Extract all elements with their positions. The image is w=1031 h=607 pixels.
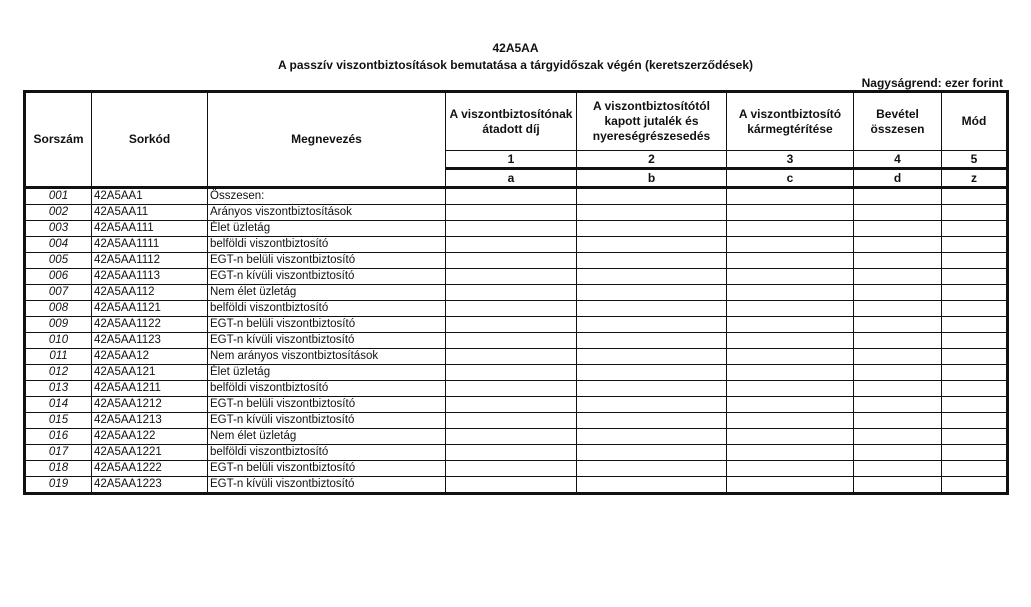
value-cell-z[interactable] — [942, 221, 1008, 237]
row-code: 42A5AA1223 — [92, 477, 208, 494]
row-name: belföldi viszontbiztosító — [208, 301, 446, 317]
row-number: 001 — [25, 188, 92, 205]
table-body — [25, 188, 1008, 494]
value-cell-c[interactable] — [727, 349, 854, 365]
table-row — [25, 301, 1008, 317]
value-cell-z[interactable] — [942, 365, 1008, 381]
row-name: Élet üzletág — [208, 221, 446, 237]
row-code: 42A5AA112 — [92, 285, 208, 301]
header-sorszam: Sorszám — [25, 92, 92, 188]
row-number: 009 — [25, 317, 92, 333]
value-cell-b[interactable] — [577, 413, 727, 429]
table-row — [25, 381, 1008, 397]
header-col3: A viszontbiztosító kármegtérítése — [727, 92, 854, 151]
value-cell-d[interactable] — [854, 285, 942, 301]
value-cell-z[interactable] — [942, 317, 1008, 333]
table-row — [25, 317, 1008, 333]
value-cell-d[interactable] — [854, 269, 942, 285]
value-cell-c[interactable] — [727, 413, 854, 429]
value-cell-a[interactable] — [446, 188, 577, 205]
table-row — [25, 461, 1008, 477]
value-cell-b[interactable] — [577, 237, 727, 253]
table-row — [25, 333, 1008, 349]
value-cell-a[interactable] — [446, 397, 577, 413]
value-cell-c[interactable] — [727, 301, 854, 317]
row-number: 004 — [25, 237, 92, 253]
value-cell-c[interactable] — [727, 381, 854, 397]
value-cell-a[interactable] — [446, 237, 577, 253]
table-row — [25, 221, 1008, 237]
value-cell-b[interactable] — [577, 253, 727, 269]
row-number: 012 — [25, 365, 92, 381]
table-row — [25, 429, 1008, 445]
value-cell-z[interactable] — [942, 188, 1008, 205]
value-cell-z[interactable] — [942, 477, 1008, 494]
value-cell-a[interactable] — [446, 317, 577, 333]
value-cell-a[interactable] — [446, 301, 577, 317]
row-code: 42A5AA122 — [92, 429, 208, 445]
value-cell-c[interactable] — [727, 188, 854, 205]
value-cell-c[interactable] — [727, 477, 854, 494]
value-cell-d[interactable] — [854, 365, 942, 381]
row-name: Összesen: — [208, 188, 446, 205]
row-name: EGT-n kívüli viszontbiztosító — [208, 477, 446, 494]
row-number: 015 — [25, 413, 92, 429]
column-number: 2 — [577, 151, 727, 169]
document-title: A passzív viszontbiztosítások bemutatása a tárgyidőszak végén (keretszerződések) — [277, 58, 754, 72]
value-cell-d[interactable] — [854, 477, 942, 494]
value-cell-z[interactable] — [942, 253, 1008, 269]
row-name: EGT-n kívüli viszontbiztosító — [208, 413, 446, 429]
table-row — [25, 365, 1008, 381]
value-cell-z[interactable] — [942, 381, 1008, 397]
row-code: 42A5AA1212 — [92, 397, 208, 413]
value-cell-z[interactable] — [942, 301, 1008, 317]
row-code: 42A5AA11 — [92, 205, 208, 221]
value-cell-z[interactable] — [942, 429, 1008, 445]
row-number: 003 — [25, 221, 92, 237]
value-cell-d[interactable] — [854, 317, 942, 333]
value-cell-d[interactable] — [854, 461, 942, 477]
table-row — [25, 253, 1008, 269]
value-cell-a[interactable] — [446, 477, 577, 494]
row-name: EGT-n belüli viszontbiztosító — [208, 317, 446, 333]
value-cell-b[interactable] — [577, 269, 727, 285]
row-code: 42A5AA1221 — [92, 445, 208, 461]
value-cell-b[interactable] — [577, 301, 727, 317]
value-cell-d[interactable] — [854, 381, 942, 397]
value-cell-c[interactable] — [727, 317, 854, 333]
value-cell-d[interactable] — [854, 413, 942, 429]
row-number: 002 — [25, 205, 92, 221]
row-number: 018 — [25, 461, 92, 477]
value-cell-z[interactable] — [942, 397, 1008, 413]
row-code: 42A5AA1121 — [92, 301, 208, 317]
row-code: 42A5AA1112 — [92, 253, 208, 269]
value-cell-b[interactable] — [577, 429, 727, 445]
row-number: 017 — [25, 445, 92, 461]
table-row — [25, 349, 1008, 365]
value-cell-z[interactable] — [942, 461, 1008, 477]
value-cell-a[interactable] — [446, 413, 577, 429]
value-cell-c[interactable] — [727, 253, 854, 269]
column-letter: b — [577, 169, 727, 188]
row-number: 005 — [25, 253, 92, 269]
value-cell-a[interactable] — [446, 349, 577, 365]
row-name: belföldi viszontbiztosító — [208, 237, 446, 253]
row-number: 011 — [25, 349, 92, 365]
value-cell-a[interactable] — [446, 381, 577, 397]
value-cell-a[interactable] — [446, 205, 577, 221]
value-cell-b[interactable] — [577, 333, 727, 349]
column-letter: z — [942, 169, 1008, 188]
value-cell-a[interactable] — [446, 461, 577, 477]
value-cell-d[interactable] — [854, 333, 942, 349]
value-cell-z[interactable] — [942, 349, 1008, 365]
row-name: EGT-n kívüli viszontbiztosító — [208, 333, 446, 349]
column-number: 4 — [854, 151, 942, 169]
row-name: Nem élet üzletág — [208, 429, 446, 445]
unit-label: Nagyságrend: ezer forint — [861, 76, 1003, 90]
value-cell-c[interactable] — [727, 333, 854, 349]
row-code: 42A5AA1 — [92, 188, 208, 205]
value-cell-d[interactable] — [854, 253, 942, 269]
value-cell-a[interactable] — [446, 333, 577, 349]
value-cell-c[interactable] — [727, 205, 854, 221]
header-col5: Mód — [942, 92, 1008, 151]
value-cell-a[interactable] — [446, 269, 577, 285]
header-col2: A viszontbiztosítótól kapott jutalék és nyereségrészesedés — [577, 92, 727, 151]
row-code: 42A5AA121 — [92, 365, 208, 381]
row-name: belföldi viszontbiztosító — [208, 381, 446, 397]
value-cell-c[interactable] — [727, 429, 854, 445]
table-row — [25, 397, 1008, 413]
value-cell-c[interactable] — [727, 445, 854, 461]
value-cell-b[interactable] — [577, 397, 727, 413]
value-cell-b[interactable] — [577, 461, 727, 477]
value-cell-z[interactable] — [942, 413, 1008, 429]
table-row — [25, 413, 1008, 429]
value-cell-c[interactable] — [727, 285, 854, 301]
value-cell-d[interactable] — [854, 349, 942, 365]
document-code: 42A5AA — [492, 41, 539, 55]
row-name: belföldi viszontbiztosító — [208, 445, 446, 461]
value-cell-b[interactable] — [577, 381, 727, 397]
header-col1: A viszontbiztosítónak átadott díj — [446, 92, 577, 151]
value-cell-b[interactable] — [577, 349, 727, 365]
value-cell-b[interactable] — [577, 285, 727, 301]
value-cell-c[interactable] — [727, 269, 854, 285]
row-number: 019 — [25, 477, 92, 494]
value-cell-d[interactable] — [854, 445, 942, 461]
value-cell-z[interactable] — [942, 285, 1008, 301]
table-row — [25, 269, 1008, 285]
row-code: 42A5AA1211 — [92, 381, 208, 397]
value-cell-z[interactable] — [942, 269, 1008, 285]
value-cell-z[interactable] — [942, 445, 1008, 461]
value-cell-z[interactable] — [942, 205, 1008, 221]
column-number: 1 — [446, 151, 577, 169]
row-name: Élet üzletág — [208, 365, 446, 381]
value-cell-c[interactable] — [727, 237, 854, 253]
row-code: 42A5AA1213 — [92, 413, 208, 429]
value-cell-b[interactable] — [577, 477, 727, 494]
report-table — [23, 90, 1009, 495]
row-name: Nem élet üzletág — [208, 285, 446, 301]
header-megnevezes: Megnevezés — [208, 92, 446, 188]
value-cell-z[interactable] — [942, 237, 1008, 253]
value-cell-d[interactable] — [854, 188, 942, 205]
row-number: 014 — [25, 397, 92, 413]
row-code: 42A5AA12 — [92, 349, 208, 365]
row-code: 42A5AA1123 — [92, 333, 208, 349]
row-name: EGT-n belüli viszontbiztosító — [208, 461, 446, 477]
value-cell-b[interactable] — [577, 221, 727, 237]
row-code: 42A5AA1222 — [92, 461, 208, 477]
value-cell-a[interactable] — [446, 365, 577, 381]
table-row — [25, 205, 1008, 221]
value-cell-c[interactable] — [727, 461, 854, 477]
value-cell-b[interactable] — [577, 445, 727, 461]
row-number: 007 — [25, 285, 92, 301]
value-cell-d[interactable] — [854, 237, 942, 253]
row-number: 006 — [25, 269, 92, 285]
value-cell-a[interactable] — [446, 429, 577, 445]
value-cell-d[interactable] — [854, 301, 942, 317]
row-number: 013 — [25, 381, 92, 397]
value-cell-a[interactable] — [446, 253, 577, 269]
value-cell-a[interactable] — [446, 221, 577, 237]
value-cell-c[interactable] — [727, 397, 854, 413]
value-cell-d[interactable] — [854, 429, 942, 445]
value-cell-d[interactable] — [854, 221, 942, 237]
table-row — [25, 445, 1008, 461]
row-name: EGT-n belüli viszontbiztosító — [208, 253, 446, 269]
value-cell-b[interactable] — [577, 365, 727, 381]
header-col4: Bevétel összesen — [854, 92, 942, 151]
column-letter: d — [854, 169, 942, 188]
value-cell-a[interactable] — [446, 285, 577, 301]
row-number: 016 — [25, 429, 92, 445]
row-name: Arányos viszontbiztosítások — [208, 205, 446, 221]
value-cell-d[interactable] — [854, 205, 942, 221]
column-number: 5 — [942, 151, 1008, 169]
value-cell-b[interactable] — [577, 317, 727, 333]
table-row — [25, 237, 1008, 253]
row-code: 42A5AA1113 — [92, 269, 208, 285]
row-number: 008 — [25, 301, 92, 317]
column-number: 3 — [727, 151, 854, 169]
header-sorkod: Sorkód — [92, 92, 208, 188]
value-cell-a[interactable] — [446, 445, 577, 461]
row-name: EGT-n kívüli viszontbiztosító — [208, 269, 446, 285]
row-code: 42A5AA1111 — [92, 237, 208, 253]
row-name: Nem arányos viszontbiztosítások — [208, 349, 446, 365]
value-cell-d[interactable] — [854, 397, 942, 413]
value-cell-c[interactable] — [727, 365, 854, 381]
column-letter: a — [446, 169, 577, 188]
row-name: EGT-n belüli viszontbiztosító — [208, 397, 446, 413]
value-cell-c[interactable] — [727, 221, 854, 237]
value-cell-b[interactable] — [577, 205, 727, 221]
row-code: 42A5AA1122 — [92, 317, 208, 333]
table-row — [25, 477, 1008, 494]
row-code: 42A5AA111 — [92, 221, 208, 237]
table-row — [25, 188, 1008, 205]
table-row — [25, 285, 1008, 301]
column-letter: c — [727, 169, 854, 188]
value-cell-z[interactable] — [942, 333, 1008, 349]
row-number: 010 — [25, 333, 92, 349]
value-cell-b[interactable] — [577, 188, 727, 205]
